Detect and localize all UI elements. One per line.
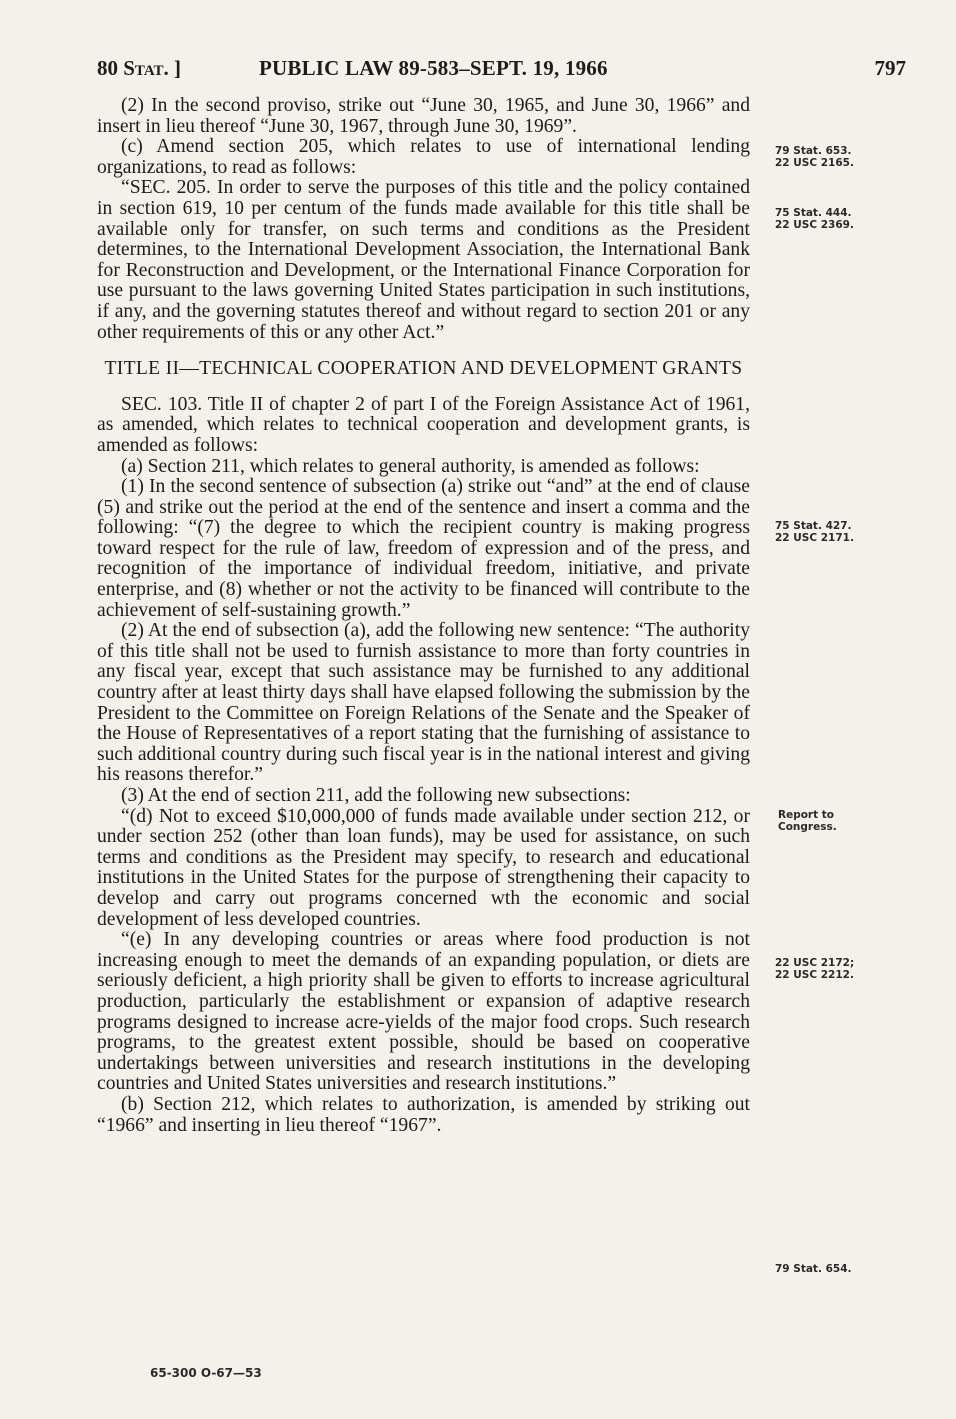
paragraph: “(d) Not to exceed $10,000,000 of funds made available under section 212, or under section 252 (other than loan funds), may be used for assistance, on such terms and conditions as the President may specify, to research and educational institutions in the United States for the purpose of strengthening their capacity to develop and carry out programs concerned wth the economic and social development of less developed countries. bbox=[97, 805, 750, 930]
margin-note-line: 22 USC 2212. bbox=[775, 968, 854, 981]
page-number: 797 bbox=[874, 56, 906, 80]
stat-volume: 80 bbox=[97, 56, 118, 80]
stat-bracket: ] bbox=[174, 56, 182, 80]
margin-note-line: 75 Stat. 427. bbox=[775, 520, 852, 532]
margin-note bbox=[775, 521, 895, 544]
paragraph: “SEC. 205. In order to serve the purposes of this title and the policy contained in section 619, 10 per centum of the funds made available for this title shall be available only for transfer, on such terms and conditions as the President determines, to the International Development Association, the International Bank for Reconstruction and Development, or the International Finance Corporation for use pursuant to the laws governing United States participation in such institutions, if any, and the governing statutes thereof and without regard to section 201 or any other requirements of this or any other Act.” bbox=[97, 177, 750, 343]
margin-note-line: 22 USC 2165. bbox=[775, 156, 854, 169]
margin-note-line: 22 USC 2172; bbox=[775, 957, 855, 969]
paragraph: (2) In the second proviso, strike out “June 30, 1965, and June 30, 1966” and insert in lieu thereof “June 30, 1967, through June 30, 1969”. bbox=[97, 95, 750, 137]
margin-note bbox=[775, 958, 895, 981]
law-title: PUBLIC LAW 89-583–SEPT. 19, 1966 bbox=[259, 56, 608, 80]
margin-note-line: Report to bbox=[778, 809, 835, 821]
paragraph: (1) In the second sentence of subsection (a) strike out “and” at the end of clause (5) and strike out the period at the end of the sentence and insert a comma and the following: “(7) the degree to which the recipient country is making progress toward respect for the rule of law, freedom of expression and of the press, and recognition of the importance of individual freedom, initiative, and private enterprise, and (8) whether or not the activity to be financed will contribute to the achievement of self-sustaining growth.” bbox=[97, 476, 750, 621]
margin-note bbox=[778, 810, 898, 833]
margin-note-line: 75 Stat. 444. bbox=[775, 207, 852, 219]
margin-note-line: 79 Stat. 653. bbox=[775, 145, 852, 157]
paragraph: (2) At the end of subsection (a), add the following new sentence: “The authority of this title shall not be used to furnish assistance to more than forty countries in any fiscal year, except that such assistance may be furnished to any additional country after at least thirty days shall have elapsed following the submission by the President to the Committee on Foreign Relations of the Senate and the Speaker of the House of Representatives of a report stating that the furnishing of assistance to such additional country during such fiscal year is in the national interest and giving his reasons therefor.” bbox=[97, 620, 750, 786]
margin-note-line: 22 USC 2369. bbox=[775, 218, 854, 231]
paragraph: (b) Section 212, which relates to authorization, is amended by striking out “1966” and inserting in lieu thereof “1967”. bbox=[97, 1093, 750, 1136]
margin-note-line: 22 USC 2171. bbox=[775, 531, 854, 544]
paragraph: (c) Amend section 205, which relates to use of international lending organizations, to read as follows: bbox=[97, 136, 750, 178]
paragraph: (3) At the end of section 211, add the following new subsections: bbox=[121, 785, 631, 806]
stat-label: Stat. bbox=[123, 56, 169, 80]
paragraph: “(e) In any developing countries or areas where food production is not increasing enough to meet the demands of an expanding population, or diets are seriously deficient, a high priority shall be given to efforts to increase agricultural production, particularly the establishment or expansion of adaptive research programs designed to increase acre-yields of the major food crops. Such research programs, to the greatest extent possible, should be based on cooperative undertakings between universities and research institutions in the developing countries and United States universities and research institutions.” bbox=[97, 929, 750, 1095]
margin-note bbox=[775, 208, 895, 231]
running-header bbox=[97, 56, 906, 82]
margin-note bbox=[775, 1264, 895, 1276]
body-text bbox=[97, 96, 750, 1136]
paragraph: SEC. 103. Title II of chapter 2 of part I of the Foreign Assistance Act of 1961, as amended, which relates to technical cooperation and development grants, is amended as follows: bbox=[97, 393, 750, 456]
print-code: 65-300 O-67—53 bbox=[150, 1366, 262, 1380]
margin-note-line: Congress. bbox=[778, 820, 837, 833]
margin-note-line: 79 Stat. 654. bbox=[775, 1263, 852, 1275]
statute-citation bbox=[97, 56, 181, 81]
title-heading: TITLE II—TECHNICAL COOPERATION AND DEVELOPMENT GRANTS bbox=[104, 358, 743, 380]
margin-note bbox=[775, 146, 895, 169]
paragraph: (a) Section 211, which relates to general authority, is amended as follows: bbox=[121, 455, 700, 477]
